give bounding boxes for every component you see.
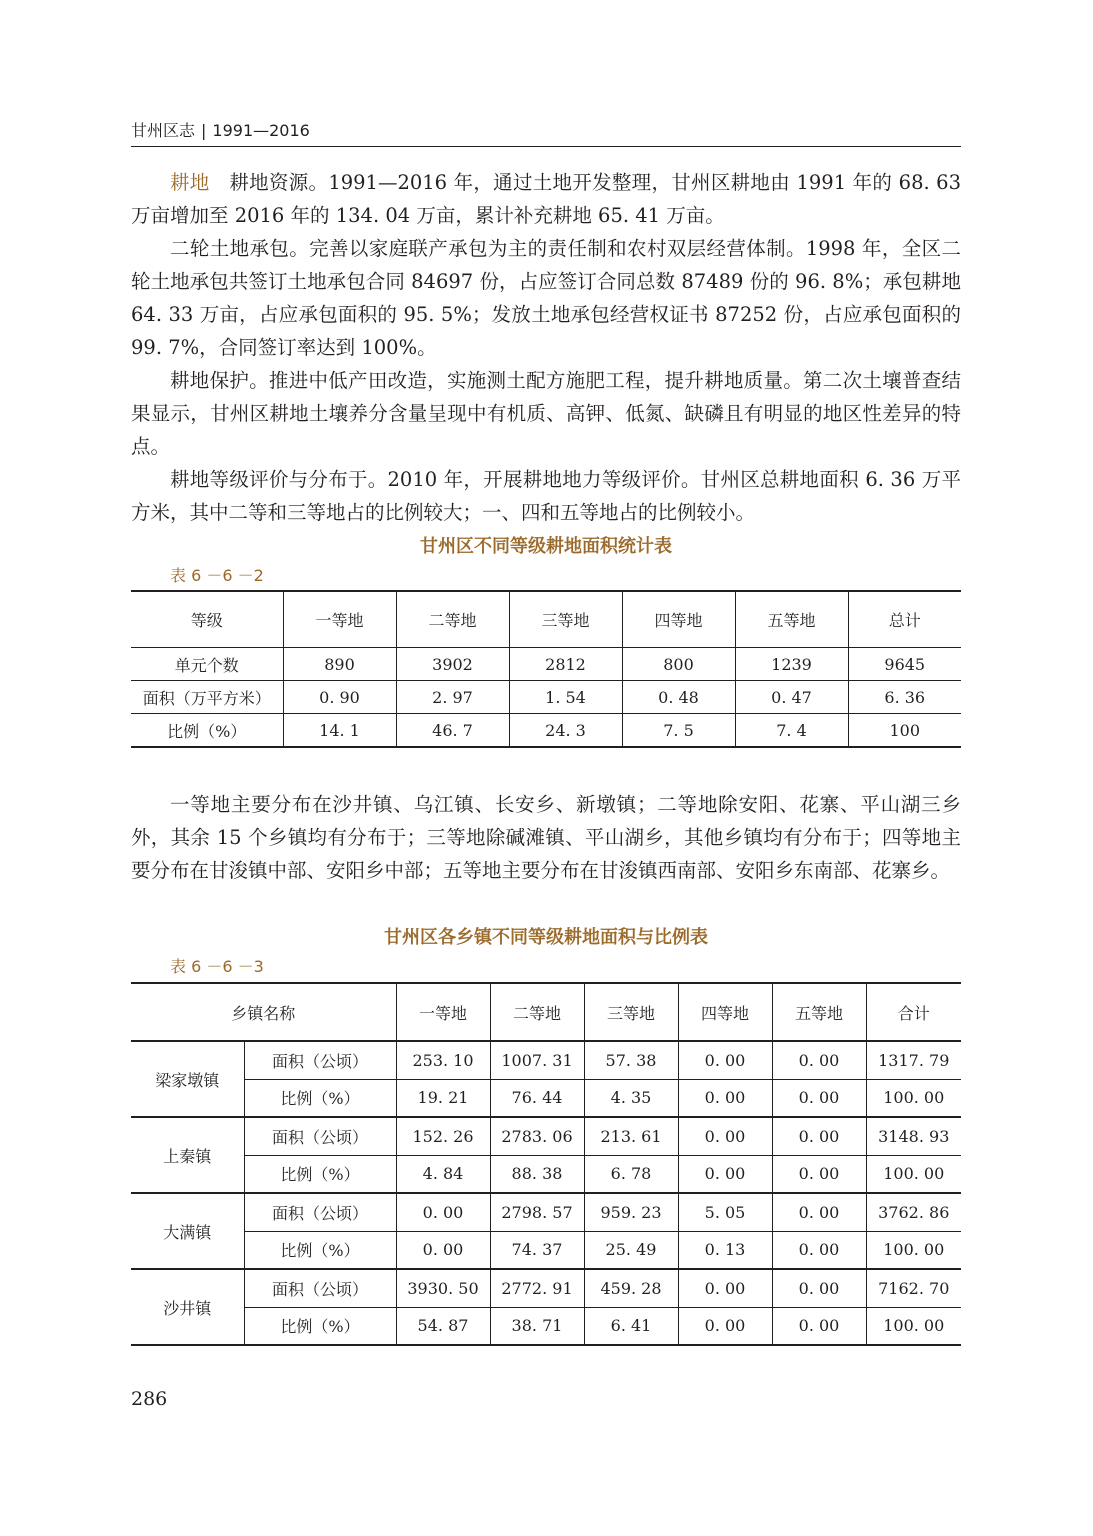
table-cell: 459. 28: [584, 1269, 678, 1307]
table-header-row: [131, 983, 961, 1041]
table2-number: 表 6 －6 －2: [170, 566, 264, 585]
table-cell: 4. 84: [396, 1155, 490, 1193]
table-row: [131, 648, 961, 681]
table-cell: 100: [848, 714, 961, 748]
table-cell: 74. 37: [490, 1231, 584, 1269]
table-cell: 2798. 57: [490, 1193, 584, 1231]
table-header-row: [131, 591, 961, 648]
table-cell: 0. 00: [678, 1269, 772, 1307]
book-title: 甘州区志: [131, 121, 196, 140]
table-cell: 1317. 79: [866, 1041, 961, 1079]
paragraph-grade-distribution: 一等地主要分布在沙井镇、乌江镇、长安乡、新墩镇；二等地除安阳、花寨、平山湖三乡外，其余 15 个乡镇均有分布于；三等地除碱滩镇、平山湖乡，其他乡镇均有分布于；四等地主要分布在甘浚镇中部、安阳乡中部；五等地主要分布在甘浚镇西南部、安阳乡东南部、花寨乡。: [131, 793, 961, 882]
table3-title: 甘州区各乡镇不同等级耕地面积与比例表: [384, 927, 708, 948]
header-cell: 二等地: [490, 983, 584, 1041]
table-cell: 0. 00: [678, 1307, 772, 1345]
header-cell: 一等地: [283, 591, 396, 648]
row-label: 比例（%）: [131, 714, 283, 748]
metric-label: 比例（%）: [244, 1155, 396, 1193]
table-cell: 46. 7: [396, 714, 509, 748]
table-cell: 6. 41: [584, 1307, 678, 1345]
table-cell: 0. 00: [772, 1269, 866, 1307]
header-cell: 三等地: [509, 591, 622, 648]
table-row: [131, 1117, 961, 1155]
table-cell: 6. 36: [848, 681, 961, 714]
metric-label: 比例（%）: [244, 1231, 396, 1269]
header-cell: 五等地: [772, 983, 866, 1041]
row-label: 面积（万平方米）: [131, 681, 283, 714]
header-cell: 四等地: [622, 591, 735, 648]
header-years: 1991—2016: [212, 121, 310, 140]
table-cell: 152. 26: [396, 1117, 490, 1155]
metric-label: 比例（%）: [244, 1079, 396, 1117]
table-cell: 0. 00: [396, 1193, 490, 1231]
table-cell: 253. 10: [396, 1041, 490, 1079]
table-cell: 2772. 91: [490, 1269, 584, 1307]
table-cell: 0. 00: [678, 1155, 772, 1193]
table-row: [131, 1041, 961, 1079]
metric-label: 面积（公顷）: [244, 1041, 396, 1079]
table-cell: 213. 61: [584, 1117, 678, 1155]
metric-label: 比例（%）: [244, 1307, 396, 1345]
table-cell: 14. 1: [283, 714, 396, 748]
paragraph-land-contract: 二轮土地承包。完善以家庭联产承包为主的责任制和农村双层经营体制。1998 年，全区二轮土地承包共签订土地承包合同 84697 份，占应签订合同总数 87489 份的 96. 8%；承包耕地 64. 33 万亩，占应承包面积的 95. 5%；发放土地承包经营权证书 87252 份，占应承包面积的 99. 7%，合同签订率达到 100%。: [131, 237, 961, 359]
table-cell: 6. 78: [584, 1155, 678, 1193]
table-cell: 100. 00: [866, 1231, 961, 1269]
table-cell: 3762. 86: [866, 1193, 961, 1231]
table-cell: 76. 44: [490, 1079, 584, 1117]
table-cell: 100. 00: [866, 1079, 961, 1117]
header-cell: 三等地: [584, 983, 678, 1041]
table-cell: 88. 38: [490, 1155, 584, 1193]
table-row: [131, 1155, 961, 1193]
table-cell: 2812: [509, 648, 622, 681]
table-row: [131, 1193, 961, 1231]
table-cell: 7. 5: [622, 714, 735, 748]
table-cell: 0. 00: [678, 1041, 772, 1079]
table-cell: 0. 00: [772, 1155, 866, 1193]
table-cell: 0. 00: [772, 1193, 866, 1231]
town-name: 沙井镇: [131, 1269, 244, 1345]
town-name: 大满镇: [131, 1193, 244, 1269]
header-cell: 四等地: [678, 983, 772, 1041]
table-cell: 800: [622, 648, 735, 681]
table-cell: 38. 71: [490, 1307, 584, 1345]
page-number: 286: [131, 1388, 168, 1410]
header-cell: 合计: [866, 983, 961, 1041]
table-cell: 3148. 93: [866, 1117, 961, 1155]
table-cell: 24. 3: [509, 714, 622, 748]
table2-title: 甘州区不同等级耕地面积统计表: [420, 536, 672, 557]
paragraph-text: 耕地资源。1991—2016 年，通过土地开发整理，甘州区耕地由 1991 年的 68. 63 万亩增加至 2016 年的 134. 04 万亩，累计补充耕地 65. 41 万亩。: [131, 171, 961, 227]
table-cell: 0. 00: [772, 1079, 866, 1117]
table-cell: 890: [283, 648, 396, 681]
table-cell: 0. 47: [735, 681, 848, 714]
table-cell: 0. 00: [772, 1117, 866, 1155]
table3-number: 表 6 －6 －3: [170, 957, 264, 976]
table-cell: 1007. 31: [490, 1041, 584, 1079]
table-row: [131, 681, 961, 714]
row-label: 单元个数: [131, 648, 283, 681]
table-cell: 3930. 50: [396, 1269, 490, 1307]
table-cell: 7162. 70: [866, 1269, 961, 1307]
table-row: [131, 1079, 961, 1117]
table-cell: 1239: [735, 648, 848, 681]
table-cell: 0. 90: [283, 681, 396, 714]
table-cell: 3902: [396, 648, 509, 681]
table-cell: 0. 00: [678, 1117, 772, 1155]
header-separator: |: [201, 121, 207, 140]
table-cell: 25. 49: [584, 1231, 678, 1269]
table-cell: 0. 00: [772, 1231, 866, 1269]
header-cell: 一等地: [396, 983, 490, 1041]
header-cell: 五等地: [735, 591, 848, 648]
metric-label: 面积（公顷）: [244, 1269, 396, 1307]
table-cell: 100. 00: [866, 1307, 961, 1345]
table-row: [131, 1307, 961, 1345]
table-cell: 0. 00: [772, 1307, 866, 1345]
table-cell: 959. 23: [584, 1193, 678, 1231]
table-cell: 0. 13: [678, 1231, 772, 1269]
metric-label: 面积（公顷）: [244, 1117, 396, 1155]
paragraph-land-protection: 耕地保护。推进中低产田改造，实施测土配方施肥工程，提升耕地质量。第二次土壤普查结果显示，甘州区耕地土壤养分含量呈现中有机质、高钾、低氮、缺磷且有明显的地区性差异的特点。: [131, 369, 961, 458]
table-cell: 2783. 06: [490, 1117, 584, 1155]
table-row: [131, 714, 961, 748]
table-cell: 19. 21: [396, 1079, 490, 1117]
header-cell: 乡镇名称: [131, 983, 396, 1041]
header-cell: 等级: [131, 591, 283, 648]
metric-label: 面积（公顷）: [244, 1193, 396, 1231]
header-cell: 总计: [848, 591, 961, 648]
table-cell: 0. 00: [396, 1231, 490, 1269]
town-name: 上秦镇: [131, 1117, 244, 1193]
table-cell: 54. 87: [396, 1307, 490, 1345]
table-row: [131, 1269, 961, 1307]
table-row: [131, 1231, 961, 1269]
table-cell: 0. 48: [622, 681, 735, 714]
town-name: 梁家墩镇: [131, 1041, 244, 1117]
table-cell: 0. 00: [678, 1079, 772, 1117]
header-cell: 二等地: [396, 591, 509, 648]
table-cell: 1. 54: [509, 681, 622, 714]
running-header: [131, 120, 961, 147]
paragraph-cultivated-land-resources: [131, 166, 961, 232]
table-cell: 2. 97: [396, 681, 509, 714]
section-lead-word: 耕地: [170, 171, 210, 194]
table-town-grade-area: [131, 982, 961, 1346]
table-cell: 7. 4: [735, 714, 848, 748]
table-cell: 9645: [848, 648, 961, 681]
table-cell: 0. 00: [772, 1041, 866, 1079]
table-cell: 4. 35: [584, 1079, 678, 1117]
table-grade-area: [131, 590, 961, 748]
table-cell: 100. 00: [866, 1155, 961, 1193]
table-cell: 57. 38: [584, 1041, 678, 1079]
paragraph-land-grade: 耕地等级评价与分布于。2010 年，开展耕地地力等级评价。甘州区总耕地面积 6. 36 万平方米，其中二等和三等地占的比例较大；一、四和五等地占的比例较小。: [131, 468, 961, 524]
table-cell: 5. 05: [678, 1193, 772, 1231]
